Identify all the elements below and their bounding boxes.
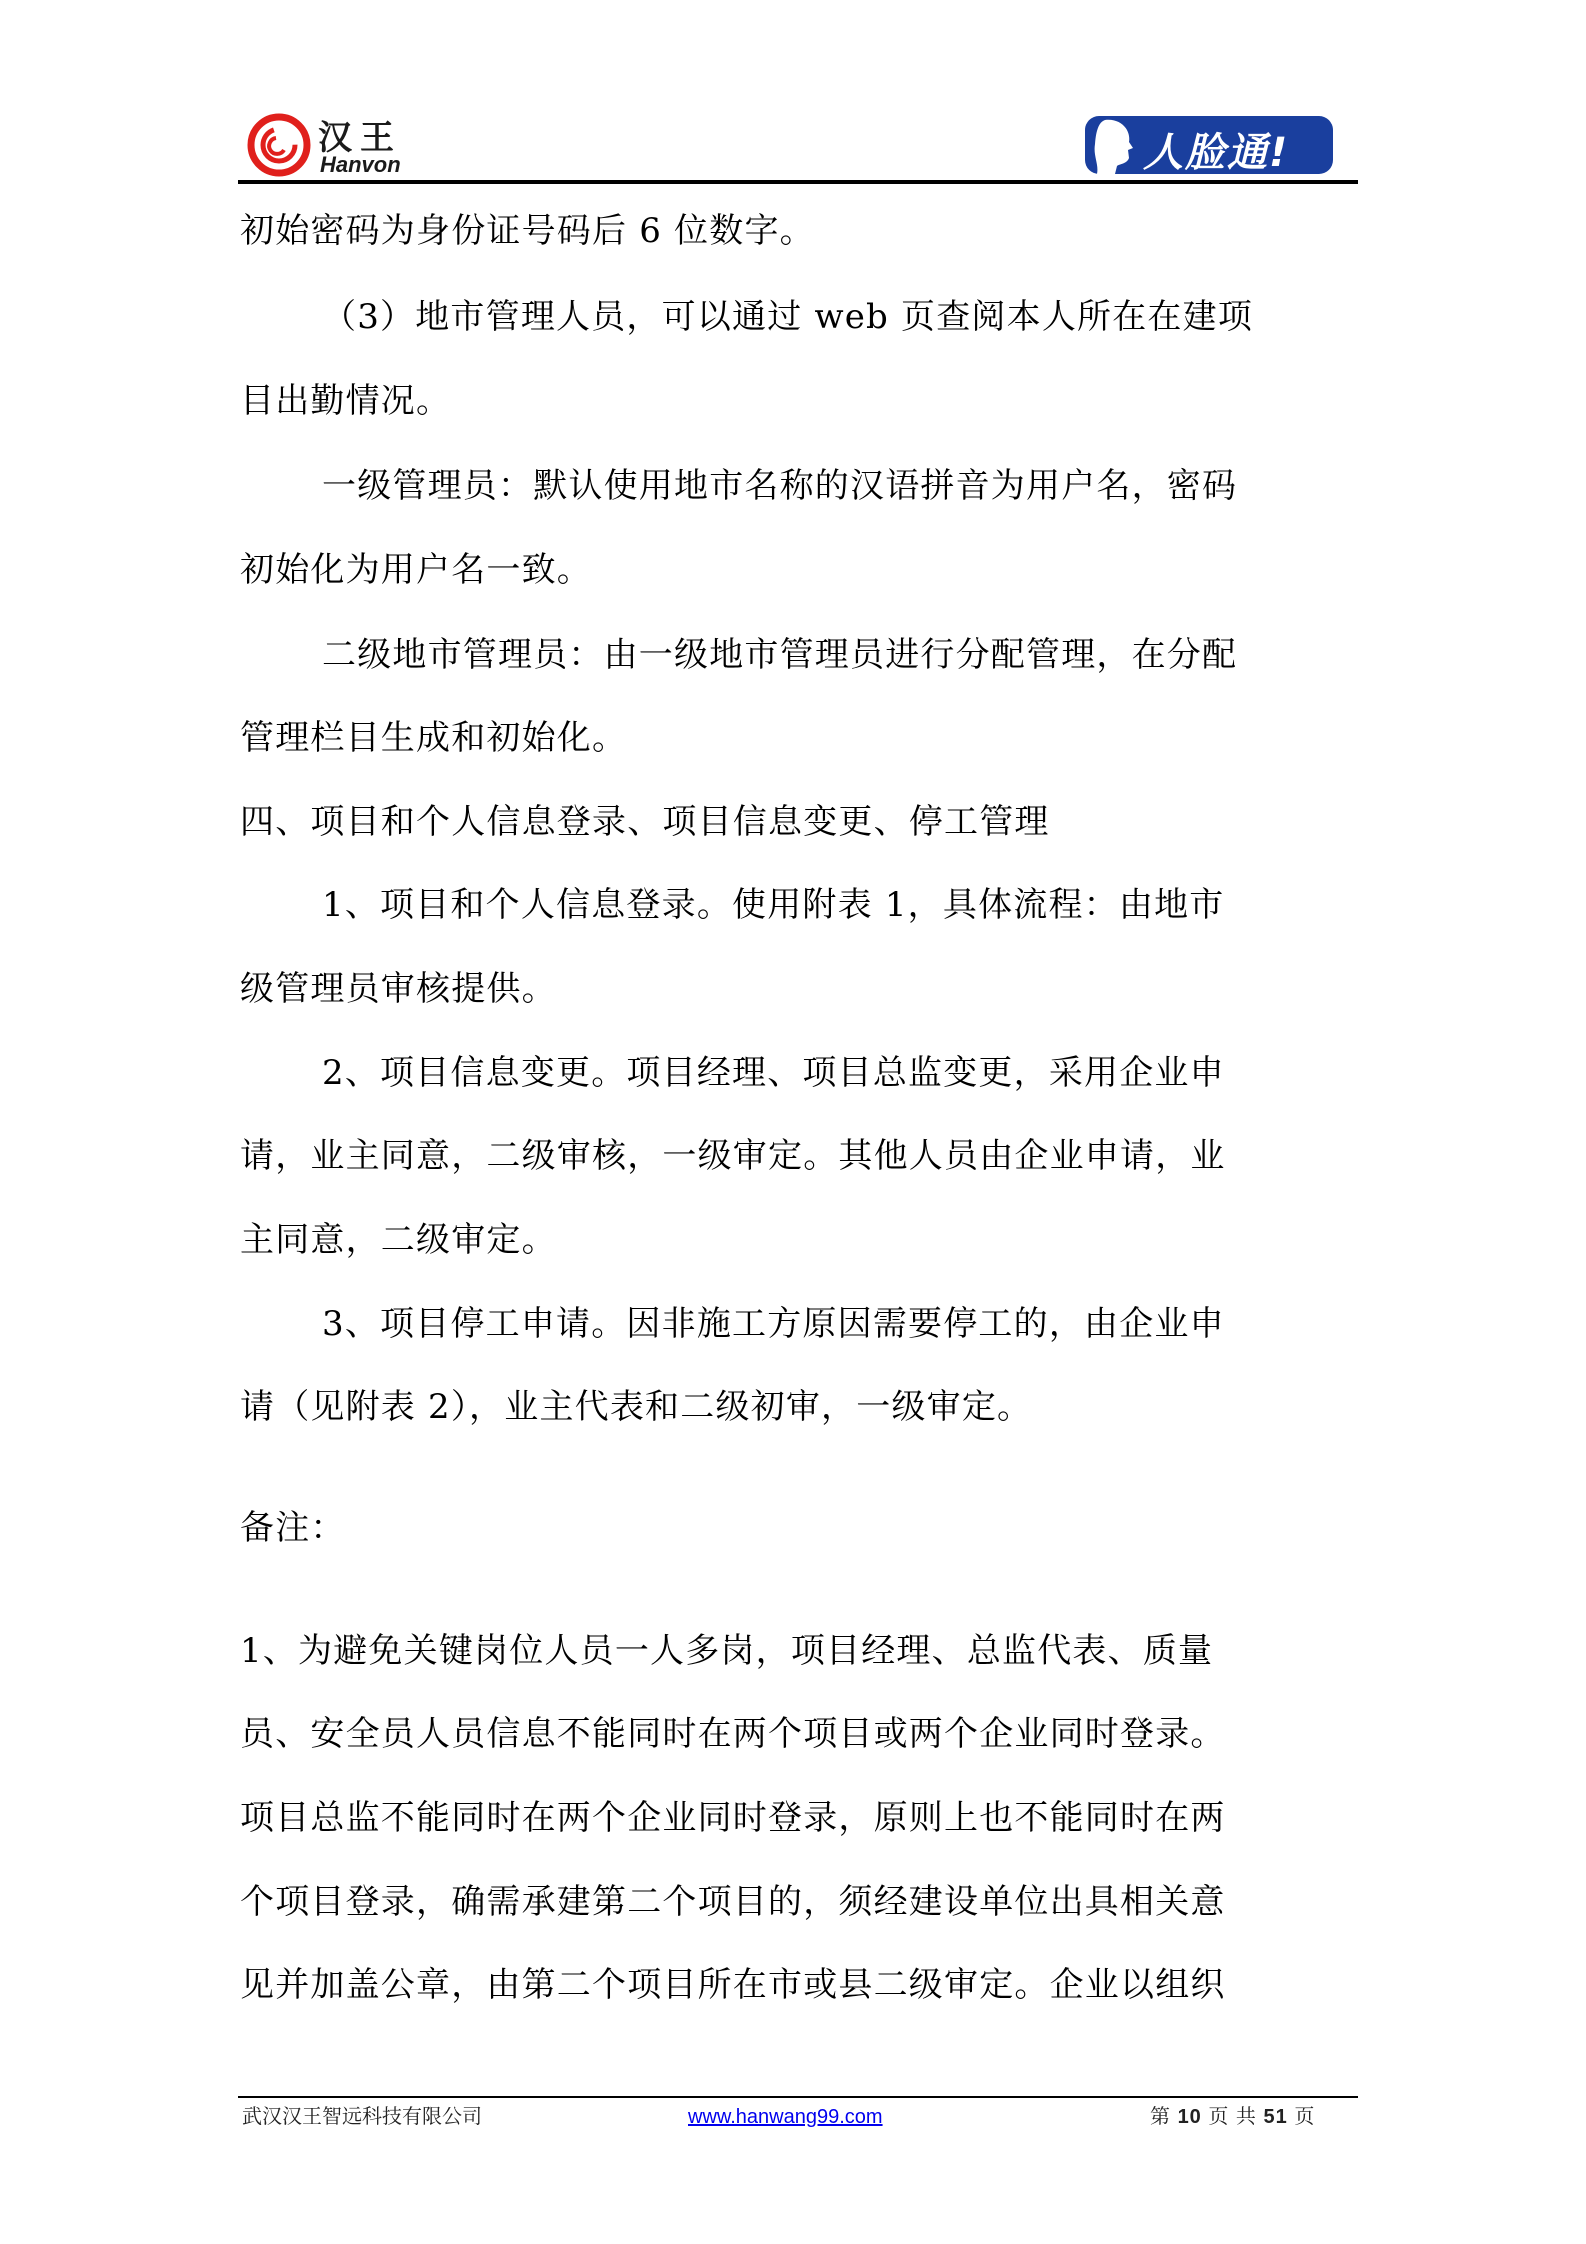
text-line: 目出勤情况。 [240,381,452,421]
text-line: 初始化为用户名一致。 [240,550,592,590]
footer-website-link[interactable]: www.hanwang99.com [688,2106,883,2128]
text-line: 请，业主同意，二级审核，一级审定。其他人员由企业申请，业 [240,1136,1226,1176]
text-line: 见并加盖公章，由第二个项目所在市或县二级审定。企业以组织 [240,1965,1226,2005]
text-line: 一级管理员：默认使用地市名称的汉语拼音为用户名，密码 [322,466,1238,506]
hanvon-logo [246,112,446,178]
text-line: 员、安全员人员信息不能同时在两个项目或两个企业同时登录。 [240,1714,1226,1754]
text-line: 主同意，二级审定。 [240,1220,557,1260]
page-suffix: 页 [1294,2106,1316,2128]
text-line: 1、项目和个人信息登录。使用附表 1，具体流程：由地市 [322,885,1225,925]
face-recognition-logo [1085,112,1335,176]
text-line: 管理栏目生成和初始化。 [240,718,628,758]
page-mid: 页 共 [1208,2106,1257,2128]
section-heading: 四、项目和个人信息登录、项目信息变更、停工管理 [240,802,1050,842]
hanvon-logo-en: Hanvon [320,152,401,177]
footer-website-wrap [688,2104,883,2130]
footer-company: 武汉汉王智远科技有限公司 [242,2106,482,2128]
footer-page-number [1150,2104,1315,2130]
face-silhouette-icon [1091,116,1135,174]
page-total: 51 [1263,2106,1288,2128]
text-line: 1、为避免关键岗位人员一人多岗，项目经理、总监代表、质量 [240,1631,1214,1671]
footer-rule [238,2096,1358,2098]
text-line: 二级地市管理员：由一级地市管理员进行分配管理，在分配 [322,635,1238,675]
header-rule [238,180,1358,184]
text-line: 项目总监不能同时在两个企业同时登录，原则上也不能同时在两 [240,1798,1226,1838]
page-prefix: 第 [1150,2106,1171,2128]
text-line: 个项目登录，确需承建第二个项目的，须经建设单位出具相关意 [240,1882,1226,1922]
remarks-heading: 备注： [240,1508,346,1548]
text-line: 3、项目停工申请。因非施工方原因需要停工的，由企业申 [322,1304,1225,1344]
text-line: 2、项目信息变更。项目经理、项目总监变更，采用企业申 [322,1053,1225,1093]
hanvon-logo-cn: 汉王 [318,118,402,158]
text-line: （3）地市管理人员，可以通过 web 页查阅本人所在在建项 [322,297,1254,337]
face-logo-text: 人脸通! [1143,130,1290,176]
page-current: 10 [1177,2106,1202,2128]
text-line: 初始密码为身份证号码后 6 位数字。 [240,211,815,251]
text-line: 请（见附表 2），业主代表和二级初审，一级审定。 [240,1387,1033,1427]
text-line: 级管理员审核提供。 [240,969,557,1009]
